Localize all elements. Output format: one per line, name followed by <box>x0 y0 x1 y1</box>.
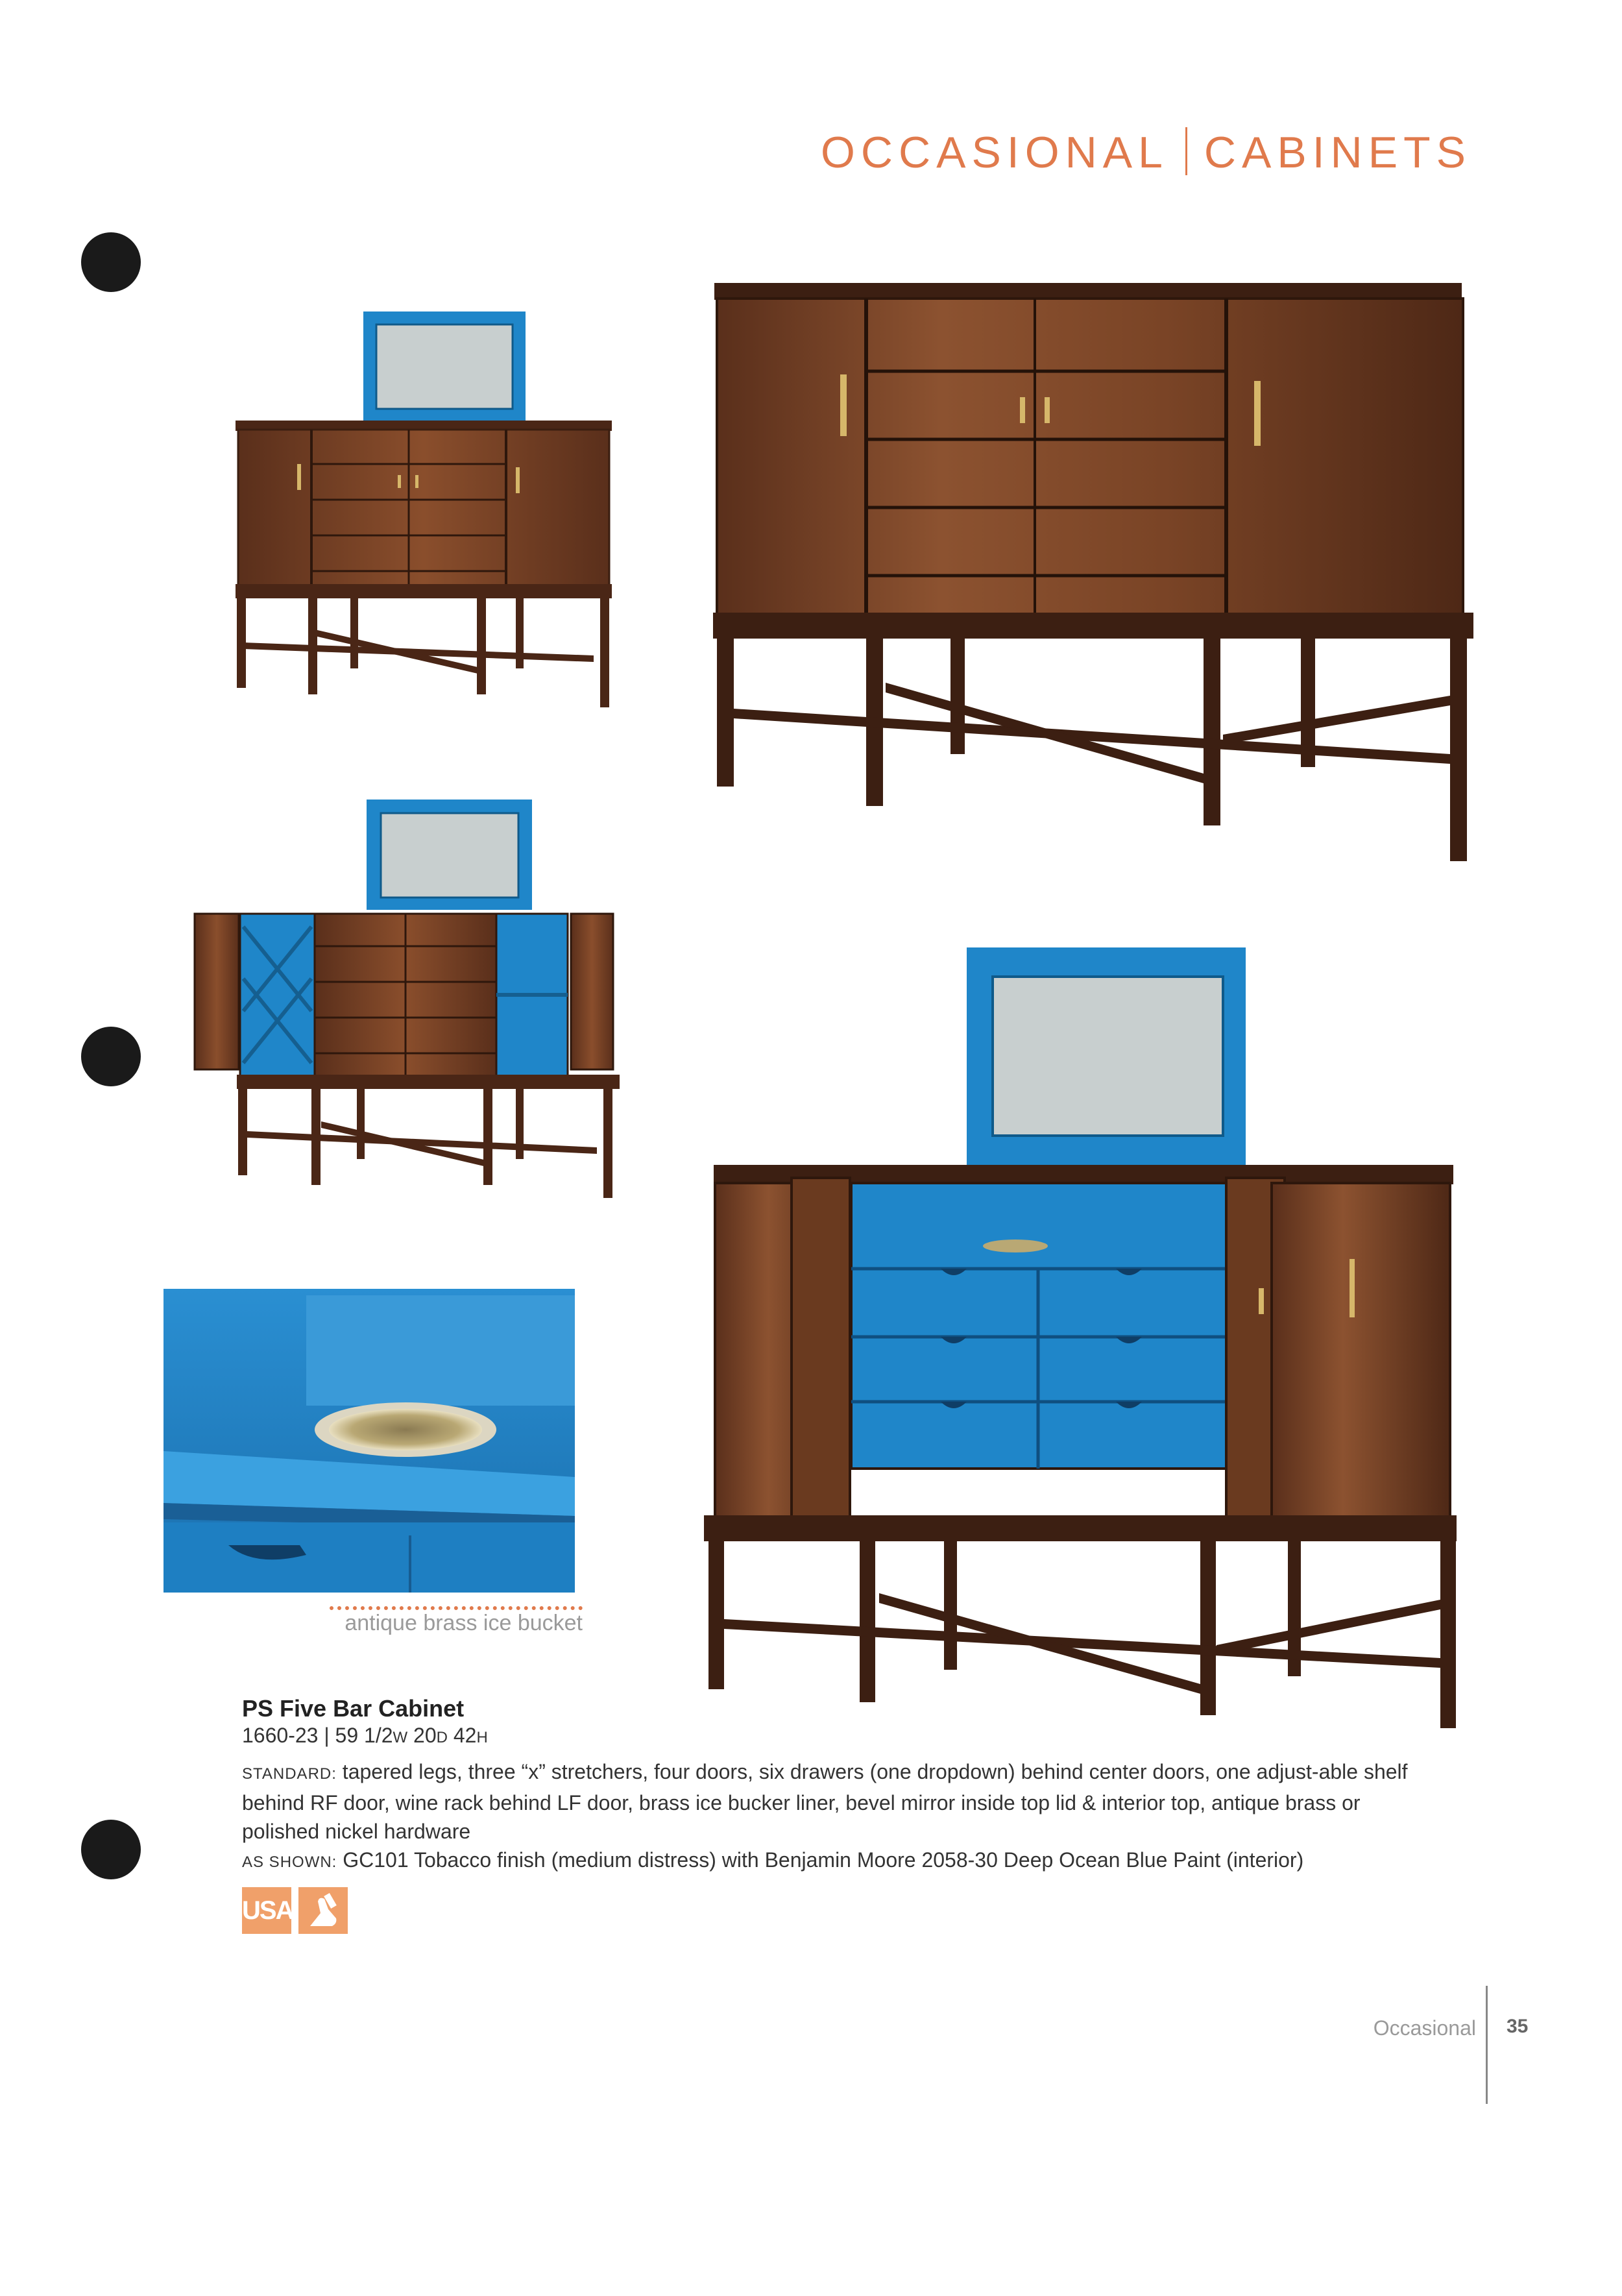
cabinet-all-open-large <box>701 944 1460 1729</box>
depth-unit: D <box>436 1729 448 1746</box>
product-specifications <box>242 1757 1436 1877</box>
as-shown-label: AS SHOWN: <box>242 1853 337 1871</box>
punch-hole <box>81 1027 141 1086</box>
standard-spec <box>242 1757 1436 1846</box>
punch-hole <box>81 232 141 292</box>
header-category: CABINETS <box>1204 128 1471 177</box>
width-unit: W <box>393 1729 408 1746</box>
hand-craft-icon <box>298 1887 348 1934</box>
page-number: 35 <box>1507 2016 1529 2037</box>
cabinet-closed-with-lid-up-small <box>230 305 620 707</box>
footer-section: Occasional <box>1373 2016 1476 2040</box>
product-code-dimensions <box>242 1724 488 1748</box>
width-value: 59 1/2 <box>335 1724 393 1747</box>
as-shown-spec <box>242 1846 1436 1877</box>
punch-hole <box>81 1820 141 1879</box>
header-divider <box>1185 127 1187 175</box>
as-shown-text: GC101 Tobacco finish (medium distress) with Benjamin Moore 2058-30 Deep Ocean Blue Paint (interior) <box>343 1848 1304 1872</box>
depth-value: 20 <box>413 1724 437 1747</box>
usa-badge: USA <box>242 1887 291 1934</box>
ice-bucket-detail <box>163 1289 575 1593</box>
header-section: OCCASIONAL <box>821 128 1168 177</box>
image-caption: antique brass ice bucket <box>345 1611 583 1635</box>
height-unit: H <box>476 1729 488 1746</box>
cabinet-closed-large <box>710 280 1476 864</box>
caption-divider <box>330 1606 583 1610</box>
page-header <box>821 127 1471 178</box>
standard-label: STANDARD: <box>242 1765 337 1783</box>
product-code: 1660-23 | <box>242 1724 330 1747</box>
cabinet-side-doors-open-small <box>191 797 626 1199</box>
standard-text: tapered legs, three “x” stretchers, four doors, six drawers (one dropdown) behind center doors, one adjust-able shelf behind RF door, wine rack behind LF door, brass ice bucker liner, bevel mirror inside top lid & interior top, antique brass or polished nickel hardware <box>242 1760 1408 1843</box>
product-name: PS Five Bar Cabinet <box>242 1695 465 1722</box>
footer-divider <box>1486 1986 1488 2104</box>
height-value: 42 <box>453 1724 477 1747</box>
